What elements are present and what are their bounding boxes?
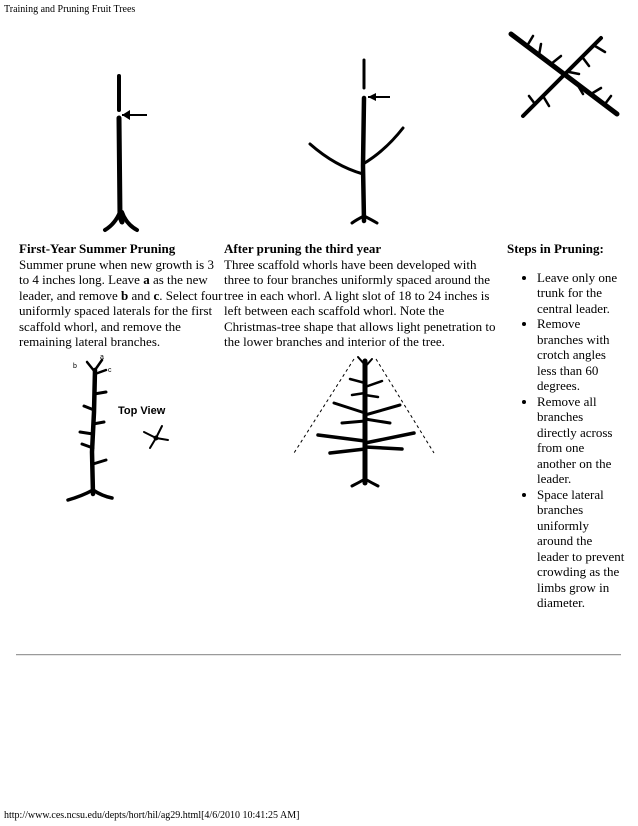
first-year-summer-pruning-section xyxy=(19,241,223,350)
section-divider xyxy=(16,654,621,656)
step-item: • Remove all branches directly across from one another on the leader. xyxy=(537,394,625,487)
branch-label-c: c xyxy=(108,367,112,374)
first-year-text-part: . Select four uniformly spaced laterals for the first scaffold whorl, and remove the remaining lateral branches. xyxy=(19,287,223,349)
first-year-summer-pruning-text xyxy=(19,257,223,350)
steps-in-pruning-heading: Steps in Pruning: xyxy=(507,241,604,256)
whip-tree-figure xyxy=(95,72,155,237)
first-scaffold-tree-figure xyxy=(300,56,415,226)
summer-pruning-figure xyxy=(60,352,180,512)
first-year-label-c: c xyxy=(153,287,160,303)
third-year-pruning-section xyxy=(224,241,500,350)
third-year-pruning-text: Three scaffold whorls have been developed with three to four branches uniformly spaced around the tree in each whorl. A light slot of 18 to 24 inches is left between each scaffold whorl. Note the Christmas-tree shape that allows light penetration to the lower branches and interior of the tree. xyxy=(224,256,496,349)
step-item: • Remove branches with crotch angles less than 60 degrees. xyxy=(537,316,625,394)
step-item: • Space lateral branches uniformly around the leader to prevent crowding as the limbs grow in diameter. xyxy=(537,487,625,611)
scaffold-x-topview-figure xyxy=(505,28,625,124)
step-item: • Leave only one trunk for the central leader. xyxy=(537,270,625,317)
page-footer-url: http://www.ces.ncsu.edu/depts/hort/hil/ag29.html[4/6/2010 10:41:25 AM] xyxy=(4,810,300,821)
first-year-text-part: as the new leader, and remove xyxy=(19,272,208,303)
first-year-label-b: b xyxy=(120,287,129,303)
first-year-text-part: and xyxy=(128,287,154,303)
top-view-label: Top View xyxy=(118,405,166,417)
third-year-pruning-heading: After pruning the third year xyxy=(224,241,382,256)
branch-label-b: b xyxy=(73,363,77,370)
steps-in-pruning-section xyxy=(507,241,625,611)
steps-list xyxy=(507,270,625,611)
page-header-title: Training and Pruning Fruit Trees xyxy=(4,4,136,15)
christmas-tree-shape-figure xyxy=(290,355,440,490)
first-year-label-a: a xyxy=(143,272,150,287)
first-year-text-part: Summer prune when new growth is 3 to 4 inches long. Leave xyxy=(19,256,214,287)
branch-label-a: a xyxy=(100,354,104,361)
first-year-summer-pruning-heading: First-Year Summer Pruning xyxy=(19,241,176,256)
